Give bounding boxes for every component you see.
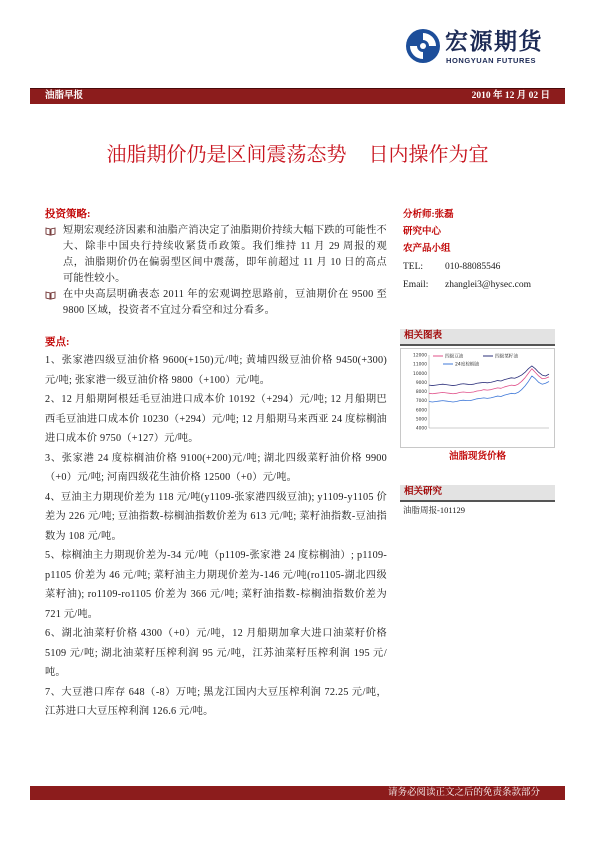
email-value[interactable]: zhanglei3@hysec.com	[445, 280, 532, 290]
research-group: 农产品小组	[403, 244, 451, 254]
spot-price-line-chart	[401, 349, 554, 447]
analyst-name: 分析师:张磊	[403, 210, 454, 220]
strategy-bullet-text: 短期宏观经济因素和油脂产消决定了油脂期价持续大幅下跌的可能性不大、除非中国央行持续收紧货币政策。我们维持 11 月 29 周报的观点，油脂期价仍在偏弱型区间中震荡，即年前超过 11 月 10 日的高点可能性较小。	[63, 225, 387, 284]
main-content	[45, 207, 387, 722]
y-tick-label: 5000	[415, 417, 427, 423]
chart-frame	[400, 348, 555, 448]
title-sub: 日内操作为宜	[368, 144, 489, 166]
page-title	[30, 143, 565, 167]
strategy-bullet-text: 在中央高层明确表态 2011 年的宏观调控思路前，豆油期价在 9500 至 9800 区域，投资者不宜过分看空和过分看多。	[63, 289, 387, 316]
key-point: 3、张家港 24 度棕榈油价格 9100(+200)元/吨; 湖北四级菜籽油价格 9900（+0）元/吨; 河南四级花生油价格 12500（+0）元/吨。	[45, 452, 387, 483]
book-icon-left-page	[46, 228, 50, 235]
strategy-bullet	[45, 287, 387, 319]
legend-label: 四级菜籽油	[495, 354, 518, 360]
key-point: 7、大豆港口库存 648（-8）万吨; 黑龙江国内大豆压榨利润 72.25 元/吨，江苏进口大豆压榨利润 126.6 元/吨。	[45, 686, 387, 717]
related-research-item[interactable]: 油脂周报-101129	[403, 505, 466, 515]
series-line-2	[429, 366, 549, 386]
key-point: 6、湖北油菜籽价格 4300（+0）元/吨，12 月船期加拿大进口油菜籽价格 5109 元/吨; 湖北油菜籽压榨利润 95 元/吨，江苏油菜籽压榨利润 195 元/吨。	[45, 628, 387, 678]
logo-name-en: HONGYUAN FUTURES	[446, 56, 537, 65]
related-research-heading	[400, 485, 555, 502]
tel-label: TEL:	[403, 262, 424, 272]
research-center: 研究中心	[403, 227, 442, 237]
y-tick-label: 8000	[415, 390, 427, 395]
book-icon	[45, 226, 56, 236]
report-date: 2010 年 12 月 02 日	[471, 91, 550, 101]
key-point: 1、张家港四级豆油价格 9600(+150)元/吨; 黄埔四级豆油价格 9450(+300)元/吨; 张家港一级豆油价格 9800（+100）元/吨。	[45, 355, 387, 386]
y-tick-labels	[413, 353, 427, 432]
book-icon-left-page	[46, 292, 50, 299]
strategy-bullet	[45, 223, 387, 287]
logo-emblem-core	[420, 43, 426, 49]
chart-caption: 油脂现货价格	[448, 452, 506, 462]
logo-emblem-icon	[405, 28, 441, 64]
related-chart-heading-text: 相关图表	[404, 331, 443, 341]
analyst-info	[403, 207, 553, 294]
key-point: 2、12 月船期阿根廷毛豆油进口成本价 10192（+294）元/吨; 12 月船期巴西毛豆油进口成本价 10230（+294）元/吨; 12 月船期马来西亚 24 度棕榈油进口成本价 9750（+127）元/吨。	[45, 394, 387, 444]
related-chart-heading	[400, 329, 555, 346]
header-band	[30, 88, 565, 104]
related-research-heading-text: 相关研究	[404, 487, 443, 497]
report-type: 油脂早报	[45, 91, 84, 101]
footer-disclaimer: 请务必阅读正文之后的免责条款部分	[387, 788, 540, 798]
email-label: Email:	[403, 280, 429, 290]
related-research-list	[403, 503, 553, 517]
y-tick-label: 11000	[413, 362, 427, 368]
title-main: 油脂期价仍是区间震荡态势	[106, 144, 347, 166]
series-lines	[429, 366, 549, 402]
legend-label: 四级豆油	[445, 354, 464, 360]
y-tick-label: 6000	[415, 408, 427, 414]
y-tick-label: 4000	[415, 426, 427, 432]
series-line-3	[429, 376, 549, 402]
chart-legend	[433, 353, 518, 368]
book-icon-right-page	[51, 228, 55, 235]
key-point: 5、棕榈油主力期现价差为-34 元/吨（p1109-张家港 24 度棕榈油）; p1109-p1105 价差为 46 元/吨; 菜籽油主力期现价差为-146 元/吨(ro1105-湖北四级菜籽油); ro1109-ro1105 价差为 366 元/吨; 菜籽油指数-棕榈油指数价差为 721 元/吨。	[45, 550, 387, 620]
y-tick-label: 12000	[413, 353, 427, 359]
logo-name-cn: 宏源期货	[445, 28, 543, 54]
series-line-1	[429, 369, 549, 394]
legend-label: 24度棕榈油	[455, 362, 480, 368]
email-row	[403, 276, 553, 294]
book-icon	[45, 290, 56, 300]
strategy-heading: 投资策略:	[45, 209, 91, 220]
y-tick-label: 10000	[413, 371, 427, 377]
key-points-heading: 要点:	[45, 337, 70, 348]
y-tick-label: 7000	[415, 399, 427, 405]
footer-band	[30, 786, 565, 800]
key-point: 4、豆油主力期现价差为 118 元/吨(y1109-张家港四级豆油); y1109-y1105 价差为 226 元/吨; 豆油指数-棕榈油指数价差为 613 元/吨; 菜籽油指数-豆油指数为 108 元/吨。	[45, 491, 387, 542]
company-logo	[402, 26, 552, 68]
y-tick-label: 9000	[415, 380, 427, 386]
tel-value: 010-88085546	[445, 262, 501, 272]
book-icon-right-page	[51, 292, 55, 299]
tel-row	[403, 258, 553, 276]
